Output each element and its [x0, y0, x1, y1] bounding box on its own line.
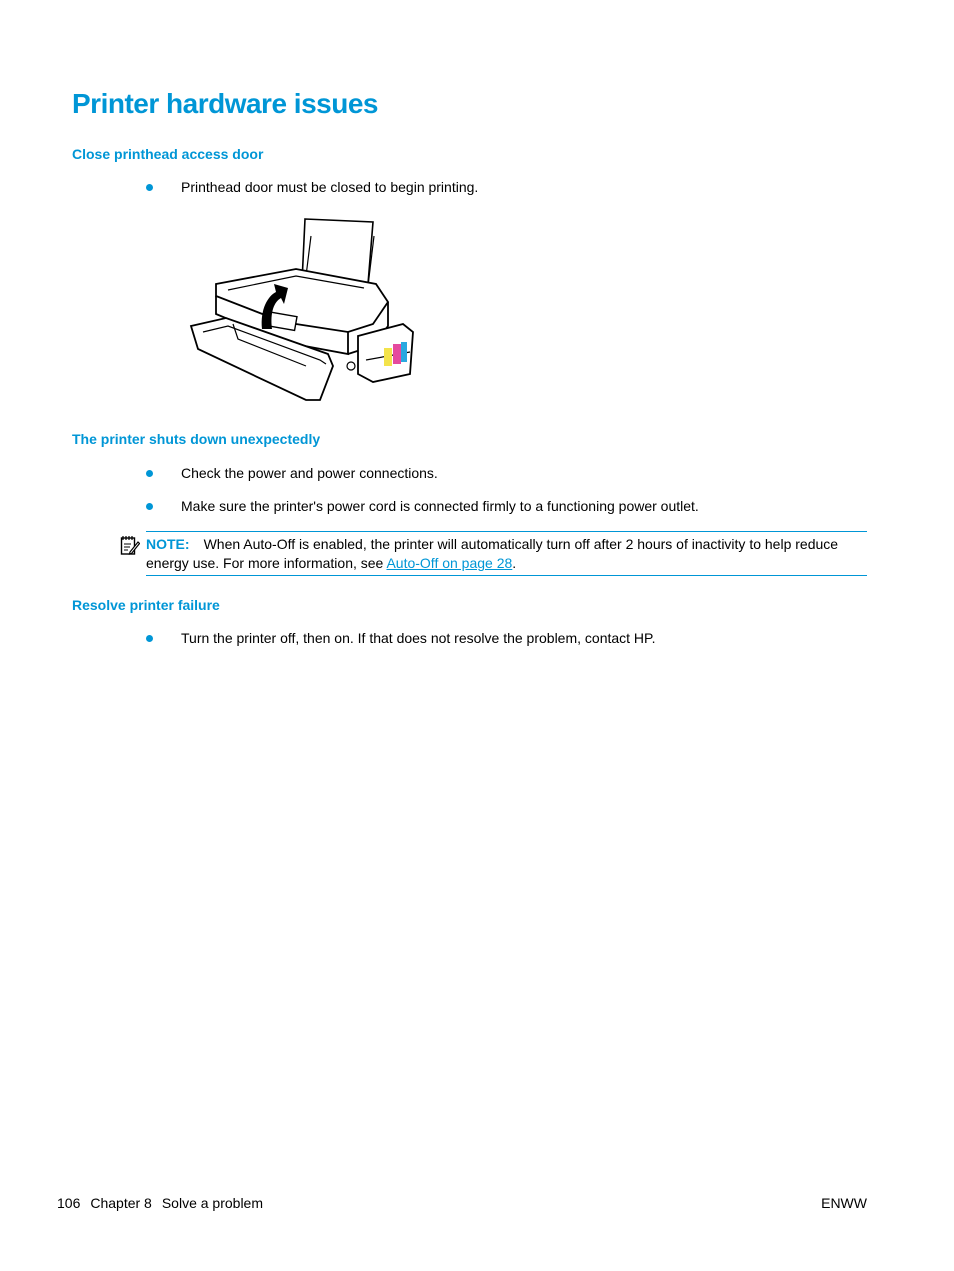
section-heading-resolve-failure: Resolve printer failure — [72, 597, 220, 613]
section-heading-close-printhead: Close printhead access door — [72, 146, 264, 162]
bullet-icon — [146, 635, 153, 642]
page-number: 106 — [57, 1195, 81, 1211]
note-suffix: . — [512, 555, 517, 571]
footer-left — [57, 1194, 273, 1212]
chapter-label: Chapter 8 — [90, 1195, 152, 1211]
note-text: When Auto-Off is enabled, the printer will automatically turn off after 2 hours of inactivity to help reduce energy use. For more information, see — [146, 536, 839, 571]
list-item-text: Turn the printer off, then on. If that does not resolve the problem, contact HP. — [181, 630, 656, 646]
section-heading-shuts-down: The printer shuts down unexpectedly — [72, 431, 321, 447]
bullet-icon — [146, 470, 153, 477]
note-box — [146, 531, 867, 576]
bullet-icon — [146, 503, 153, 510]
page-title: Printer hardware issues — [72, 88, 378, 119]
chapter-title: Solve a problem — [161, 1195, 264, 1211]
printer-illustration — [188, 214, 418, 406]
auto-off-link[interactable]: Auto-Off on page 28 — [386, 555, 513, 571]
footer-right: ENWW — [821, 1195, 867, 1211]
list-item-text: Check the power and power connections. — [181, 465, 438, 481]
note-icon — [120, 535, 140, 557]
list-item-text: Make sure the printer's power cord is connected firmly to a functioning power outlet. — [181, 498, 699, 514]
list-item-text: Printhead door must be closed to begin printing. — [181, 179, 479, 195]
note-label: NOTE: — [146, 536, 190, 552]
bullet-icon — [146, 184, 153, 191]
